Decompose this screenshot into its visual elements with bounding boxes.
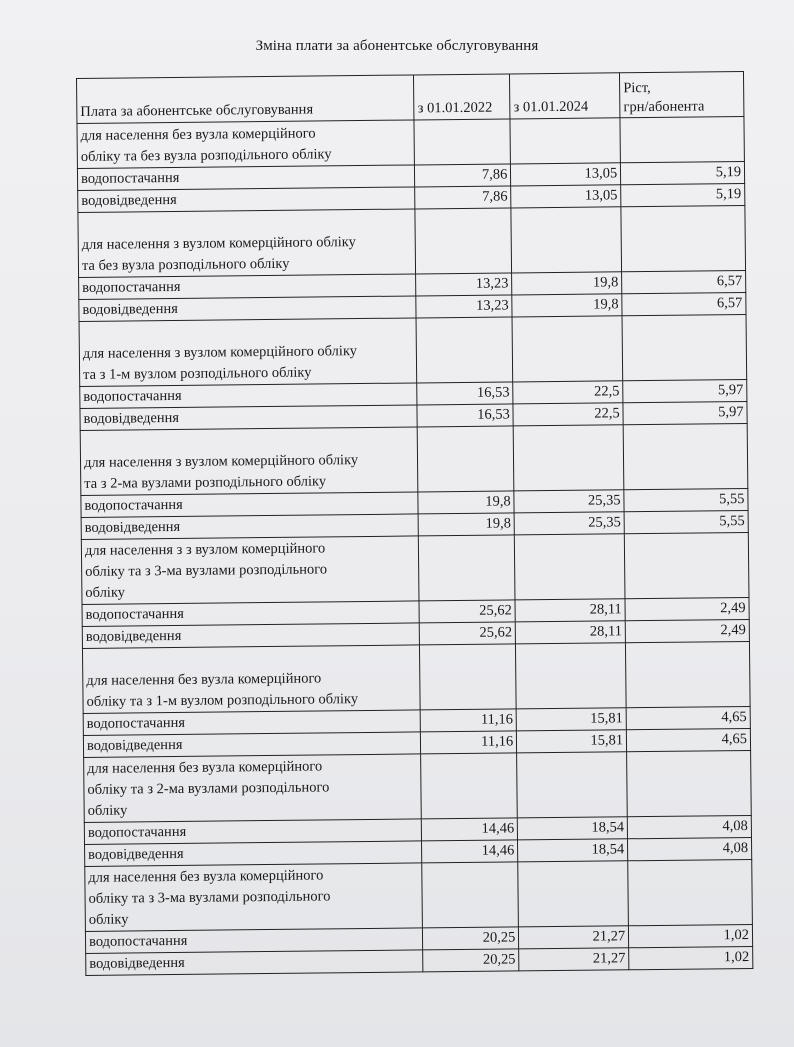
group-empty-2022 <box>419 535 516 601</box>
group-title-line: для населення без вузла комерційного <box>88 867 324 886</box>
group-empty-growth <box>627 750 752 816</box>
value-2024: 19,8 <box>512 272 622 295</box>
group-title <box>80 427 418 496</box>
value-2022: 14,46 <box>422 818 518 841</box>
group-header-row <box>78 206 746 278</box>
group-empty-2022 <box>422 862 519 928</box>
group-empty-2024 <box>515 534 626 600</box>
service-name: водопостачання <box>82 601 420 627</box>
header-growth-line2: грн/абонента <box>623 98 705 116</box>
service-name: водовідведення <box>85 841 423 867</box>
table-header-row <box>77 72 744 124</box>
value-2024: 22,5 <box>513 381 623 404</box>
header-growth-line1: Ріст, <box>623 79 651 97</box>
growth-value: 4,08 <box>627 815 751 838</box>
group-title-line: та без вузла розподільного обліку <box>81 255 290 274</box>
growth-value: 2,49 <box>625 597 749 620</box>
service-name: водовідведення <box>82 623 420 649</box>
group-empty-2022 <box>414 119 510 165</box>
service-name: водовідведення <box>83 732 421 758</box>
group-empty-growth <box>620 117 744 163</box>
group-empty-2022 <box>418 426 515 492</box>
group-empty-growth <box>624 532 749 598</box>
group-empty-2022 <box>416 317 513 383</box>
value-2022: 16,53 <box>417 382 513 405</box>
service-name: водопостачання <box>81 492 419 518</box>
value-2022: 20,25 <box>423 927 519 950</box>
group-title-line: обліку та з 3-ма вузлами розподільного <box>85 561 328 580</box>
header-date-2024: з 01.01.2024 <box>510 73 620 119</box>
growth-value: 5,55 <box>624 488 748 511</box>
value-2024: 22,5 <box>513 403 623 426</box>
value-2022: 25,62 <box>420 622 516 645</box>
value-2022: 19,8 <box>418 513 514 536</box>
group-title-line: обліку та з 1-м вузлом розподільного обліку <box>86 691 359 710</box>
growth-value: 4,65 <box>627 728 751 751</box>
group-title <box>81 536 419 605</box>
group-empty-2024 <box>513 425 624 491</box>
group-empty-2024 <box>517 752 628 818</box>
group-empty-2024 <box>510 118 620 164</box>
value-2024: 15,81 <box>516 708 626 731</box>
group-title-line: та з 1-м вузлом розподільного обліку <box>83 364 312 383</box>
group-title-line: для населення без вузла комерційного <box>86 670 322 689</box>
service-name: водовідведення <box>81 514 419 540</box>
group-empty-2022 <box>415 208 512 274</box>
service-name: водопостачання <box>83 710 421 736</box>
service-name: водопостачання <box>79 274 417 300</box>
value-2024: 25,35 <box>514 490 624 513</box>
growth-value: 5,97 <box>623 401 747 424</box>
value-2024: 13,05 <box>511 163 621 186</box>
growth-value: 5,19 <box>621 184 745 207</box>
group-title-line: обліку та без вузла розподільного обліку <box>80 146 332 165</box>
rates-table-body <box>77 117 753 976</box>
group-title-line: обліку <box>88 911 129 928</box>
growth-value: 5,55 <box>624 510 748 533</box>
service-name: водопостачання <box>84 819 422 845</box>
value-2024: 25,35 <box>514 512 624 535</box>
document-title: Зміна плати за абонентське обслуговування <box>255 38 539 54</box>
growth-value: 4,65 <box>626 706 750 729</box>
value-2022: 11,16 <box>421 731 517 754</box>
service-name: водовідведення <box>86 950 424 976</box>
group-header-row <box>80 423 748 495</box>
growth-value: 1,02 <box>629 924 753 947</box>
value-2022: 19,8 <box>418 491 514 514</box>
group-title <box>85 863 423 932</box>
growth-value: 5,97 <box>623 379 747 402</box>
service-name: водовідведення <box>80 405 418 431</box>
group-title <box>79 318 417 387</box>
group-title-line: для населення з вузлом комерційного обліку <box>83 452 359 471</box>
value-2022: 11,16 <box>420 709 516 732</box>
value-2022: 7,86 <box>415 164 511 187</box>
service-name: водовідведення <box>78 187 416 213</box>
value-2022: 16,53 <box>417 404 513 427</box>
group-empty-growth <box>622 314 747 380</box>
group-header-row <box>79 314 747 386</box>
group-title-line: та з 2-ма вузлами розподільного обліку <box>84 473 327 492</box>
group-title-line: обліку <box>85 584 126 601</box>
header-fee-label: Плата за абонентське обслуговування <box>77 75 415 124</box>
group-title-line: обліку та з 3-ма вузлами розподільного <box>88 888 331 907</box>
value-2024: 15,81 <box>517 730 627 753</box>
group-title <box>78 209 416 278</box>
group-empty-2024 <box>516 643 627 709</box>
value-2024: 19,8 <box>512 294 622 317</box>
group-empty-2022 <box>420 644 517 710</box>
group-empty-2022 <box>421 753 518 819</box>
group-empty-growth <box>626 641 751 707</box>
group-header-row <box>82 641 750 713</box>
header-growth <box>620 72 744 118</box>
value-2024: 18,54 <box>518 839 628 862</box>
group-title-line: для населення без вузла комерційного <box>80 125 316 144</box>
header-date-2022: з 01.01.2022 <box>414 74 510 120</box>
group-title-line: для населення з з вузлом комерційного <box>84 540 326 559</box>
group-empty-2024 <box>511 207 622 273</box>
group-title <box>77 120 415 169</box>
group-header-row <box>84 750 752 822</box>
growth-value: 6,57 <box>622 292 746 315</box>
group-title-line: обліку та з 2-ма вузлами розподільного <box>87 779 330 798</box>
group-title-line: для населення з вузлом комерційного обліку <box>81 234 356 253</box>
growth-value: 1,02 <box>629 946 753 969</box>
growth-value: 4,08 <box>628 837 752 860</box>
value-2022: 13,23 <box>416 273 512 296</box>
growth-value: 2,49 <box>625 619 749 642</box>
group-empty-2024 <box>512 316 623 382</box>
service-name: водопостачання <box>85 928 423 954</box>
service-name: водопостачання <box>77 165 415 191</box>
value-2022: 14,46 <box>422 840 518 863</box>
group-empty-2024 <box>518 861 629 927</box>
value-2024: 28,11 <box>515 621 625 644</box>
group-empty-growth <box>628 859 753 925</box>
service-name: водопостачання <box>80 383 418 409</box>
group-empty-growth <box>621 206 746 272</box>
group-header-row <box>85 859 753 931</box>
group-title <box>84 754 422 823</box>
service-name: водовідведення <box>79 296 417 322</box>
value-2022: 7,86 <box>415 186 511 209</box>
value-2022: 20,25 <box>423 949 519 972</box>
rates-table <box>76 71 753 976</box>
value-2022: 25,62 <box>419 600 515 623</box>
group-title-line: для населення без вузла комерційного <box>87 758 323 777</box>
growth-value: 5,19 <box>621 162 745 185</box>
group-empty-growth <box>623 423 748 489</box>
growth-value: 6,57 <box>622 270 746 293</box>
group-header-row <box>81 532 749 604</box>
value-2022: 13,23 <box>416 295 512 318</box>
value-2024: 18,54 <box>518 817 628 840</box>
group-title-line: обліку <box>87 802 128 819</box>
value-2024: 21,27 <box>519 926 629 949</box>
group-title <box>82 645 420 714</box>
group-header-row <box>77 117 744 169</box>
group-title-line: для населення з вузлом комерційного обліку <box>82 343 358 362</box>
value-2024: 21,27 <box>519 948 629 971</box>
value-2024: 28,11 <box>515 599 625 622</box>
value-2024: 13,05 <box>511 185 621 208</box>
